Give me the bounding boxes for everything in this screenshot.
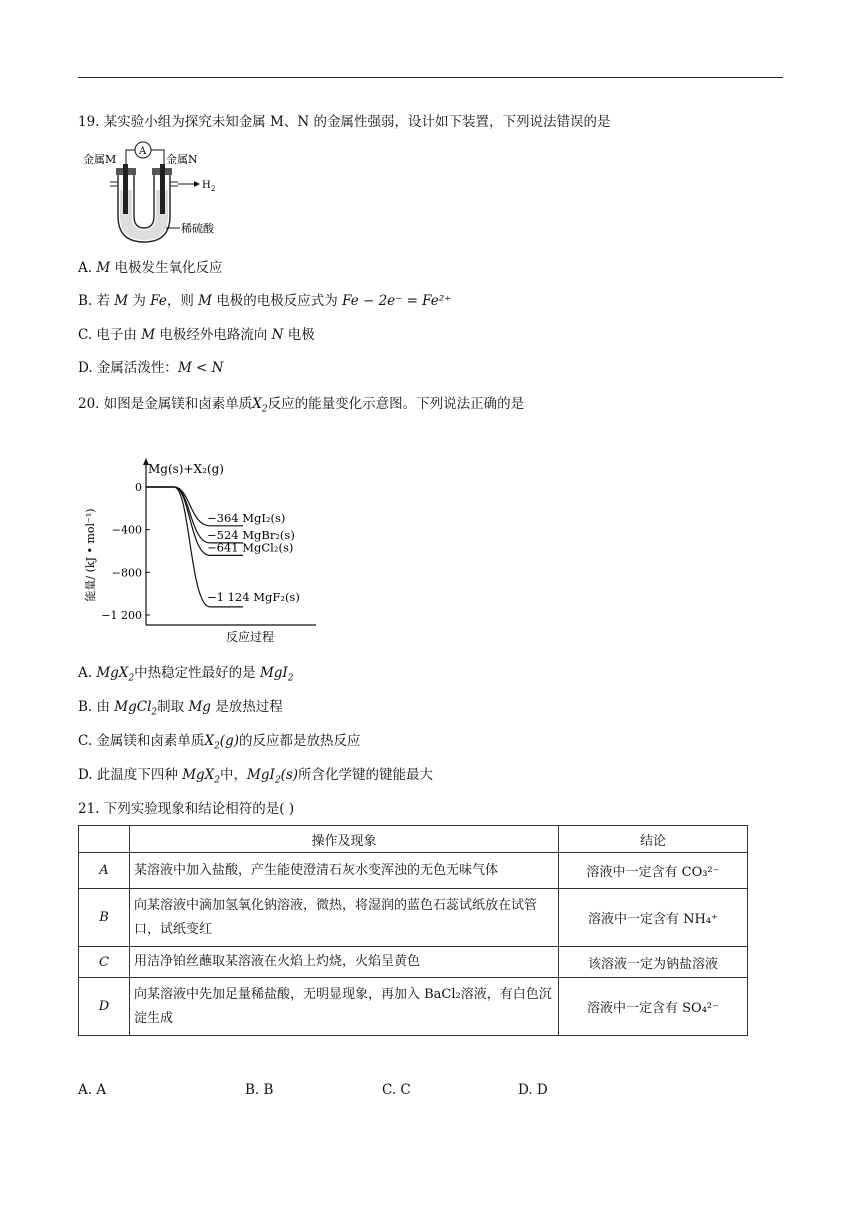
y-tick-label: −1 200 — [101, 609, 142, 622]
row-conclusion: 溶液中一定含有 NH₄⁺ — [559, 889, 748, 947]
table-row — [79, 947, 748, 978]
energy-chart — [78, 455, 328, 650]
table-header-cell: 操作及现象 — [130, 826, 559, 853]
gas-label-sub: 2 — [211, 185, 216, 193]
table-header-cell — [79, 826, 130, 853]
header-rule — [78, 77, 783, 78]
series-label-1: −364 MgI₂(s) — [207, 510, 286, 525]
row-operation: 用洁净铂丝蘸取某溶液在火焰上灼烧，火焰呈黄色 — [130, 947, 559, 978]
q19-option-c: C. 电子由 M 电极经外电路流向 N 电极 — [78, 327, 315, 343]
q19-stem: 19. 某实验小组为探究未知金属 M、N 的金属性强弱，设计如下装置，下列说法错误的是 — [78, 114, 611, 130]
q20-stem: 20. 如图是金属镁和卤素单质$X_2$反应的能量变化示意图。下列说法正确的是 — [78, 396, 525, 415]
row-key: D — [79, 978, 130, 1036]
table-row — [79, 853, 748, 889]
q21-stem: 21. 下列实验现象和结论相符的是( ) — [78, 801, 295, 817]
acid-label: 稀硫酸 — [181, 222, 214, 235]
table-row — [79, 889, 748, 947]
row-key: B — [79, 889, 130, 947]
y-axis-label: 能量/ (kJ • mol⁻¹) — [84, 508, 97, 602]
y-tick-label: 0 — [135, 481, 142, 494]
row-conclusion: 该溶液一定为钠盐溶液 — [559, 947, 748, 978]
q19-option-b: B. 若 M 为 Fe，则 M 电极的电极反应式为 Fe − 2e⁻ = Fe²⁺ — [78, 293, 452, 309]
row-operation: 向某溶液中先加足量稀盐酸，无明显现象，再加入 BaCl₂溶液，有白色沉淀生成 — [130, 978, 559, 1036]
series-label-2: −524 MgBr₂(s) — [207, 527, 295, 542]
q20-option-c: C. 金属镁和卤素单质$X_2(g)$的反应都是放热反应 — [78, 733, 361, 752]
q20-option-a: A. MgX$_2$中热稳定性最好的是 MgI$_2$ — [78, 665, 294, 684]
row-key: C — [79, 947, 130, 978]
row-operation: 某溶液中加入盐酸，产生能使澄清石灰水变浑浊的无色无味气体 — [130, 853, 559, 889]
q21-answer-d: D. D — [518, 1082, 548, 1098]
table-row — [79, 978, 748, 1036]
electrolysis-apparatus-figure — [80, 138, 250, 250]
q21-answer-c: C. C — [382, 1082, 411, 1098]
series-label-4: −1 124 MgF₂(s) — [207, 589, 300, 604]
metal-n-label: 金属N — [166, 153, 198, 166]
row-operation: 向某溶液中滴加氢氧化钠溶液，微热，将湿润的蓝色石蕊试纸放在试管口，试纸变红 — [130, 889, 559, 947]
series-label-3: −641 MgCl₂(s) — [207, 540, 294, 555]
row-conclusion: 溶液中一定含有 SO₄²⁻ — [559, 978, 748, 1036]
y-tick-label: −800 — [111, 566, 142, 580]
ammeter-label: A — [139, 146, 147, 157]
x-axis-label: 反应过程 — [225, 630, 275, 644]
q20-option-d: D. 此温度下四种 MgX$_2$中，MgI$_2$(s)所含化学键的键能最大 — [78, 767, 434, 786]
q21-answer-b: B. B — [245, 1082, 274, 1098]
electrode-m — [123, 164, 128, 214]
chart-title: Mg(s)+X₂(g) — [148, 462, 224, 476]
row-conclusion: 溶液中一定含有 CO₃²⁻ — [559, 853, 748, 889]
q20-option-b: B. 由 MgCl$_2$制取 Mg 是放热过程 — [78, 699, 283, 718]
q19-option-a: A. M 电极发生氧化反应 — [78, 260, 223, 276]
q21-answer-a: A. A — [78, 1082, 107, 1098]
row-key: A — [79, 853, 130, 889]
metal-m-label: 金属M — [83, 153, 117, 166]
table-header-row — [79, 826, 748, 853]
q19-option-d: D. 金属活泼性：M < N — [78, 360, 224, 376]
gas-label: H — [202, 180, 211, 191]
electrode-n — [160, 164, 165, 214]
y-tick-label: −400 — [111, 523, 142, 537]
q21-table — [78, 825, 748, 1036]
table-header-cell: 结论 — [559, 826, 748, 853]
